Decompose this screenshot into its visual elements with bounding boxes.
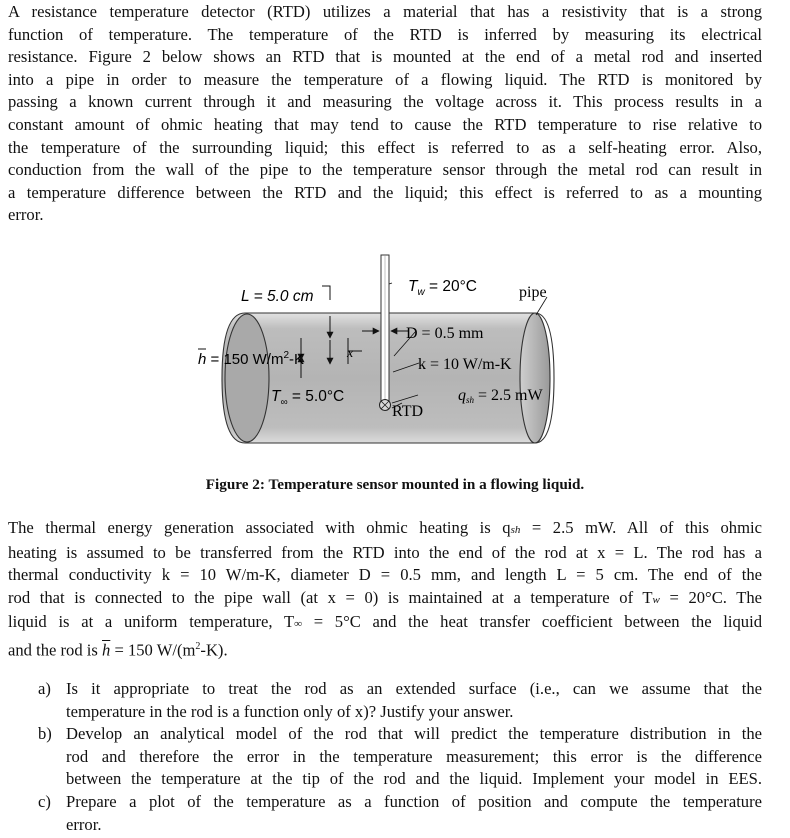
question-line: temperature in the rod is a function only of x)? Justify your answer. — [66, 701, 514, 721]
intro-line: passing a known current through it and measuring the voltage across it. This process results in a — [8, 92, 762, 112]
intro-paragraph — [8, 1, 762, 227]
label-diameter: D = 0.5 mm — [406, 325, 484, 342]
label-heat-transfer-coefficient: h = 150 $W/m^2-K$ — [198, 350, 305, 368]
intro-line: the temperature of the surrounding liquid; this effect is referred to as a self-heating error. Also, — [8, 137, 762, 157]
question-label: a) — [38, 679, 51, 698]
label-wall-temperature: $T_w = 20^\circ C$ — [408, 278, 478, 298]
question-label: b) — [38, 724, 52, 744]
intro-line: function of temperature. The temperature of the RTD is inferred by measuring its electrical — [8, 24, 762, 44]
question-line: Prepare a plot of the temperature as a function of position and compute the temperature — [66, 791, 762, 811]
pipe-left-opening — [225, 314, 269, 442]
rtd-sensor — [380, 400, 391, 411]
rtd-figure — [0, 240, 790, 480]
question-c — [38, 791, 762, 836]
question-line: rod and therefore the error in the temperature measurement; this error is the difference — [66, 746, 762, 766]
question-line: between the temperature at the tip of the rod and the liquid. Implement your model in EES. — [66, 769, 762, 789]
pipe-right-end — [520, 313, 550, 443]
question-line: Develop an analytical model of the rod that will predict the temperature distribution in the — [66, 724, 762, 744]
intro-line: a temperature difference between the RTD and the liquid; this effect is referred to as a mounting — [8, 182, 762, 202]
metal-rod — [381, 255, 389, 403]
label-conductivity: k = 10 W/m-K — [418, 356, 512, 373]
intro-line: resistance. Figure 2 below shows an RTD that is mounted at the end of a metal rod and inserted — [8, 47, 762, 67]
intro-line: constant amount of ohmic heating that may tend to cause the RTD temperature to rise relative to — [8, 114, 762, 134]
problem-line: thermal conductivity k = 10 W/m-K, diameter D = 0.5 mm, and length L = 5 cm. The end of the — [8, 565, 762, 585]
problem-line: The thermal energy generation associated with ohmic heating is qsh = 2.5 mW. All of this ohmic — [8, 518, 762, 537]
label-liquid-temperature: $T_\infty = 5.0^\circ C$ — [271, 388, 345, 408]
question-label: c) — [38, 791, 51, 811]
label-length: L = 5.0 cm — [241, 288, 314, 305]
question-a — [38, 678, 762, 723]
intro-line: into a pipe in order to measure the temperature of a flowing liquid. The RTD is monitored by — [8, 69, 762, 89]
problem-line: liquid is at a uniform temperature, T∞ = 5°C and the heat transfer coefficient between the liquid — [8, 612, 762, 632]
label-x: x — [347, 346, 354, 361]
problem-line: rod that is connected to the pipe wall (at x = 0) is maintained at a temperature of Tw = 20°C. The — [8, 587, 763, 607]
problem-paragraph — [8, 517, 762, 662]
problem-line: and the rod is $\overline{h} = 150$ $W/(m^2-K)$. — [8, 640, 228, 660]
question-line: error. — [66, 814, 102, 834]
label-rtd: RTD — [392, 403, 424, 420]
intro-line: error. — [8, 205, 44, 225]
intro-line: A resistance temperature detector (RTD) utilizes a material that has a resistivity that is a strong — [8, 2, 762, 21]
question-line: Is it appropriate to treat the rod as an extended surface (i.e., can we assume that the — [66, 679, 762, 698]
question-list — [38, 678, 762, 836]
intro-line: conduction from the wall of the pipe to the temperature sensor through the metal rod can result in — [8, 160, 762, 180]
problem-line: heating is assumed to be transferred from the RTD into the end of the rod at x = L. The rod has a — [8, 542, 762, 562]
label-ohmic-heating: qsh = 2.5 mW — [458, 387, 543, 405]
question-b — [38, 723, 762, 791]
figure-caption: Figure 2: Temperature sensor mounted in a flowing liquid. — [205, 476, 585, 493]
label-pipe: pipe — [519, 284, 547, 301]
